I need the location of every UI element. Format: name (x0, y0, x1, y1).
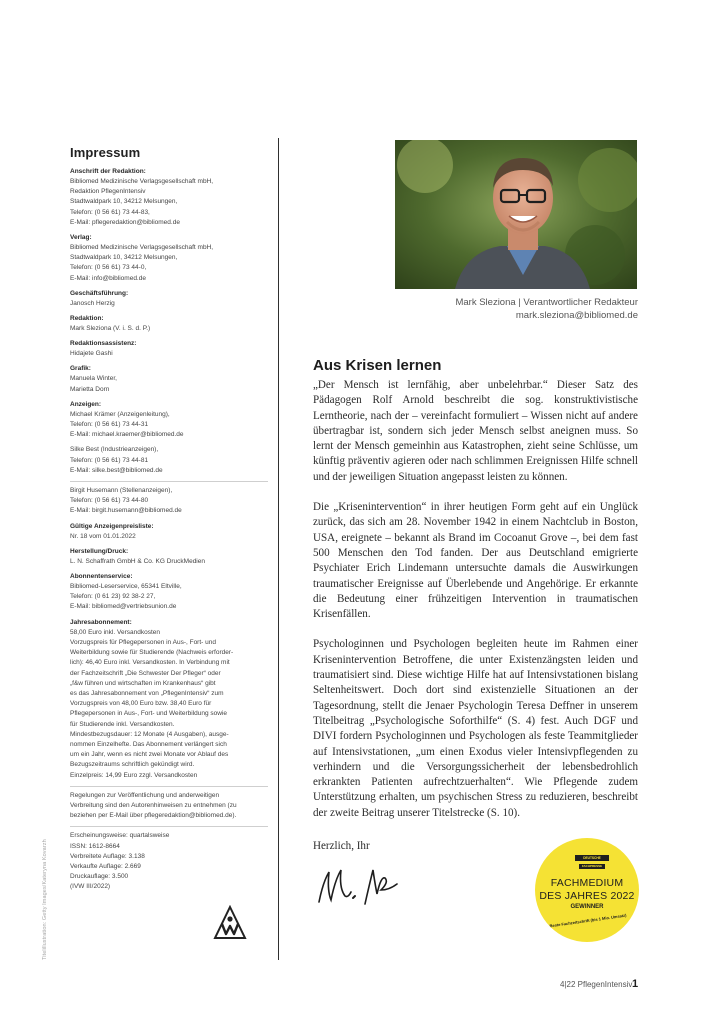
section-heading: Anzeigen: (70, 400, 102, 408)
section-line: E-Mail: pflegeredaktion@bibliomed.de (70, 218, 180, 226)
impressum-section (70, 522, 278, 542)
award-badge (535, 838, 639, 942)
section-line: es das Jahresabonnement von „PflegenIntensiv“ zum (70, 689, 224, 697)
column-divider (278, 138, 279, 960)
section-line: Bibliomed Medizinische Verlagsgesellschaft mbH, (70, 178, 214, 185)
page-number: 1 (632, 978, 639, 990)
impressum-section (70, 400, 278, 441)
section-line: Redaktion PflegenIntensiv (70, 188, 146, 196)
info-line: Regelungen zur Veröffentlichung und anderweitigen (70, 791, 220, 799)
section-heading: Abonnentenservice: (70, 573, 133, 581)
editor-portrait (395, 140, 637, 289)
section-line: E-Mail: michael.kraemer@bibliomed.de (70, 431, 184, 439)
section-line: Manuela Winter, (70, 375, 117, 383)
section-line: lich): 46,40 Euro inkl. Versandkosten. In Verbindung mit (70, 659, 230, 667)
section-line: Vorzugspreis für Pflegepersonen in Aus-, Fort- und (70, 638, 216, 646)
section-line: Bibliomed Medizinische Verlagsgesellschaft mbH, (70, 244, 214, 252)
impressum-sections-2 (70, 486, 278, 781)
section-line: Telefon: (0 56 61) 73 44-0, (70, 264, 147, 272)
paragraph: Psychologinnen und Psychologen begleiten heute im Rahmen einer Krisenintervention Betroffene, die unter Existenzängsten leiden und traumatisiert sind. Diese wichtige Hilfe hat auf Intensivstationen bislang Seltenheitswert. Doch dort sind existenzielle Situationen an der Tagesordnung, stellt die Jenaer Psychologin Teresa Deffner in unserem Titelbeitrag „Psychologische Soforthilfe“ (S. 4) fest. Auch DGF und DIVI fordern Psychologinnen und Psychologen als feste Teammitglieder auf Intensivstationen, „um einen Exodus vieler Intensivpflegenden zu verhindern und die Versorgungssicherheit der lebensbedrohlich erkrankten Patienten aufrechtzuerhalten“. Wie Pflegende zudem Unterstützung erhalten, um psychischen Stress zu reduzieren, beschreibt der zweite Beitrag unserer Titelstrecke (S. 10). (313, 638, 638, 819)
section-line: Michael Krämer (Anzeigenleitung), (70, 410, 170, 418)
impressum-section (70, 289, 278, 309)
section-line: Telefon: (0 56 61) 73 44-31 (70, 421, 149, 429)
badge-caption: Beste Fachzeitschrift (bis 1 Mio. Umsatz) (549, 912, 627, 929)
info-line: beziehen per E-Mail über pflegeredaktion@bibliomed.de). (70, 812, 237, 820)
section-line: für Studierende inkl. Versandkosten. (70, 720, 175, 728)
section-line: Einzelpreis: 14,99 Euro zzgl. Versandkosten (70, 771, 198, 779)
info-line: (IVW III/2022) (70, 883, 111, 891)
photo-caption (300, 296, 638, 322)
section-line: Stadtwaldpark 10, 34212 Melsungen, (70, 254, 178, 262)
section-line: nommen Einzelhefte. Das Abonnement verlängert sich (70, 740, 227, 748)
section-line: E-Mail: birgit.husemann@bibliomed.de (70, 507, 182, 515)
section-line: Telefon: (0 56 61) 73 44-80 (70, 497, 149, 505)
paragraph: „Der Mensch ist lernfähig, aber unbelehrbar.“ Dieser Satz des Pädagogen Rolf Arnold beschreibt die sog. konstruktivistische Lerntheorie, nach der – vereinfacht formuliert – Wissen nicht auf andere übertragbar ist, sondern sich jeder Mensch selbst aneignen muss. So lernt der Mensch gemeinhin aus Katastrophen, zieht seine Schlüsse, um künftig präventiv agieren oder nach schlimmen Ereignissen Hilfe schnell und der jeweiligen Situation angepasst leisten zu können. (313, 379, 638, 483)
section-line: Hidajete Gashi (70, 350, 113, 358)
section-line: Janosch Herzig (70, 299, 115, 307)
section-heading: Anschrift der Redaktion: (70, 168, 146, 175)
section-line: Stadtwaldpark 10, 34212 Melsungen, (70, 198, 178, 206)
section-line: L. N. Schaffrath GmbH & Co. KG DruckMedien (70, 557, 205, 565)
section-line: Silke Best (Industrieanzeigen), (70, 446, 159, 454)
section-line: Marietta Dorn (70, 385, 110, 393)
info-line: Verbreitung sind den Autorenhinweisen zu entnehmen (zu (70, 801, 237, 809)
section-line: Mindestbezugsdauer: 12 Monate (4 Ausgaben), ausge- (70, 730, 229, 738)
impressum (70, 145, 278, 898)
caption-name: Mark Sleziona | Verantwortlicher Redakteur (455, 297, 638, 308)
impressum-section (70, 572, 278, 613)
section-heading: Redaktion: (70, 315, 104, 323)
section-line: E-Mail: info@bibliomed.de (70, 274, 146, 282)
info-line: ISSN: 1612-8664 (70, 842, 120, 850)
ivw-logo-icon (213, 905, 247, 941)
section-heading: Herstellung/Druck: (70, 547, 129, 555)
section-line: um ein Jahr, wenn es nicht zwei Monate vor Ablauf des (70, 751, 229, 759)
section-line: Weiterbildung sowie für Studierende (Nachweis erforder- (70, 649, 234, 657)
editorial-body (313, 378, 638, 836)
issue-label: 4|22 PflegenIntensiv (560, 980, 633, 989)
caption-email: mark.sleziona@bibliomed.de (515, 310, 638, 321)
section-line: Mark Sleziona (V. i. S. d. P.) (70, 325, 151, 333)
signature-icon (315, 862, 400, 910)
section-heading: Gültige Anzeigenpreisliste: (70, 522, 154, 530)
info-line: Verbreitete Auflage: 3.138 (70, 852, 145, 860)
section-line: Birgit Husemann (Stellenanzeigen), (70, 487, 173, 495)
section-line: Telefon: (0 56 61) 73 44-83, (70, 208, 150, 216)
editorial-title: Aus Krisen lernen (313, 357, 442, 374)
rights-notice (70, 791, 278, 822)
photo-credit: Titelillustration: Getty Images/Kateryna Kovarzh (42, 839, 48, 960)
info-line: Erscheinungsweise: quartalsweise (70, 832, 170, 840)
badge-ribbon: DEUTSCHE (575, 855, 609, 861)
impressum-divider (70, 826, 268, 827)
impressum-title: Impressum (70, 145, 141, 160)
section-line: Bezugszeitraums schriftlich gekündigt wird. (70, 761, 195, 769)
impressum-section (70, 364, 278, 394)
section-line: Bibliomed-Leserservice, 65341 Eltville, (70, 583, 182, 591)
section-line: der Fachzeitschrift „Die Schwester Der Pfleger“ oder (70, 669, 221, 677)
paragraph: Die „Krisenintervention“ in ihrer heutigen Form geht auf ein Unglück zurück, das sich am 28. November 1942 in einem Nachtclub in Boston, USA, ereignete – bekannt als Brand im Cocoanut Grove –, bei dem fast 500 Menschen den Tod fanden. Der aus Deutschland emigrierte Psychiater Erich Lindemann untersuchte damals die Auswirkungen traumatischer Ereignisse auf Überlebende und Angehörige. Er erkannte die Bedeutung einer frühzeitigen Intervention in traumatischen Krisenfällen. (313, 501, 638, 621)
badge-title: FACHMEDIUM (550, 877, 624, 889)
impressum-section (70, 486, 278, 517)
badge-title: DES JAHRES 2022 (539, 890, 635, 902)
section-line: Nr. 18 vom 01.01.2022 (70, 532, 136, 540)
section-heading: Redaktionsassistenz: (70, 340, 137, 348)
section-heading: Grafik: (70, 365, 91, 373)
section-line: E-Mail: silke.best@bibliomed.de (70, 466, 163, 474)
impressum-sections (70, 167, 278, 476)
impressum-divider (70, 786, 268, 787)
section-line: E-Mail: bibliomed@vertriebsunion.de (70, 603, 177, 611)
section-line: Telefon: (0 61 23) 92 38-2 27, (70, 593, 156, 601)
impressum-section (70, 618, 278, 781)
badge-subtitle: GEWINNER (570, 904, 604, 910)
section-heading: Geschäftsführung: (70, 289, 129, 297)
section-line: Telefon: (0 56 61) 73 44-81 (70, 456, 149, 464)
impressum-section (70, 445, 278, 476)
info-line: Verkaufte Auflage: 2.669 (70, 862, 141, 870)
impressum-section (70, 314, 278, 334)
section-line: 58,00 Euro inkl. Versandkosten (70, 628, 160, 636)
section-heading: Jahresabonnement: (70, 618, 132, 626)
sign-off: Herzlich, Ihr (313, 840, 370, 852)
impressum-section (70, 167, 278, 228)
page-footer (560, 980, 640, 989)
section-line: Vorzugspreis von 48,00 Euro bzw. 38,40 Euro für (70, 700, 212, 708)
badge-ribbon: FACHPRESSE (579, 864, 605, 869)
section-heading: Verlag: (70, 234, 92, 242)
impressum-divider (70, 481, 268, 482)
circulation-info (70, 831, 278, 892)
section-line: „f&w führen und wirtschaften im Krankenhaus“ gibt (70, 679, 216, 687)
section-line: Pflegepersonen in Aus-, Fort- und Weiterbildung sowie (70, 710, 228, 718)
impressum-section (70, 547, 278, 567)
info-line: Druckauflage: 3.500 (70, 873, 129, 881)
impressum-section (70, 339, 278, 359)
impressum-section (70, 233, 278, 284)
